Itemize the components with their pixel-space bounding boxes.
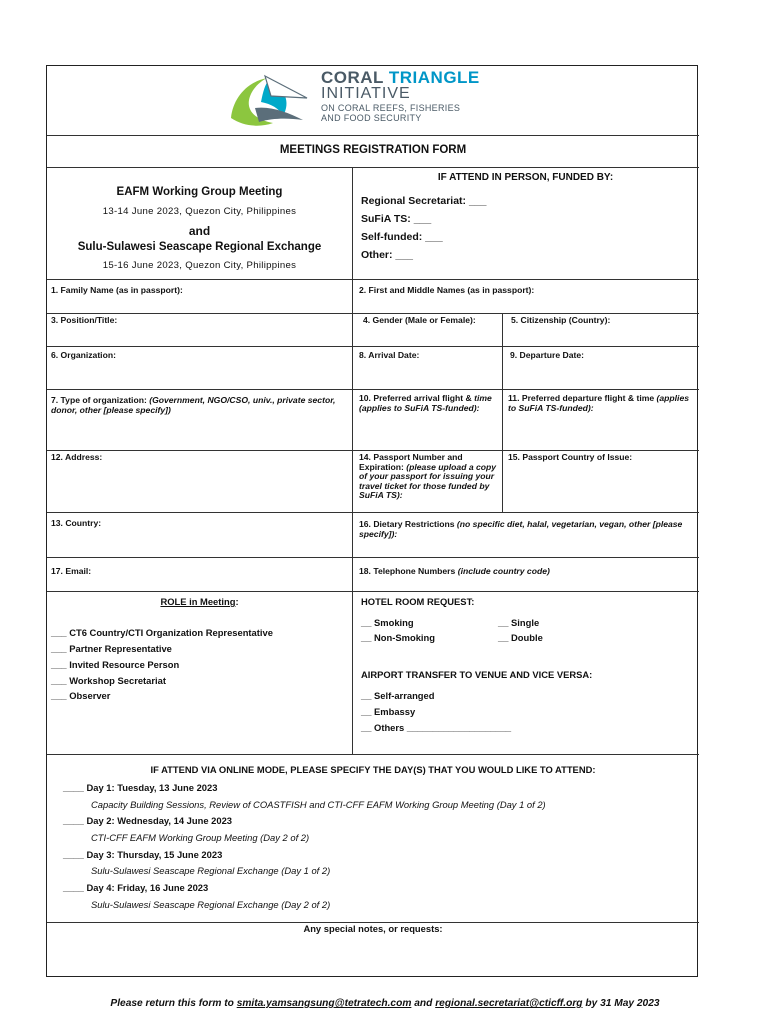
hotel-smoking[interactable]: __ Smoking [361,617,414,628]
field-dietary-label: 16. Dietary Restrictions [359,519,455,529]
field-departure-flight[interactable] [508,394,696,413]
special-notes[interactable]: Any special notes, or requests: [303,923,443,934]
online-day-1-desc: Capacity Building Sessions, Review of COASTFISH and CTI-CFF EAFM Working Group Meeting (Day 1 of 2) [91,799,546,810]
role-heading-text: ROLE in Meeting [160,596,236,607]
field-arrival-flight[interactable] [359,394,499,413]
registration-form [46,65,698,977]
field-org-type-label: 7. Type of organization: [51,395,147,405]
field-passport-country[interactable]: 15. Passport Country of Issue: [508,452,633,462]
role-option-ct6[interactable]: ___ CT6 Country/CTI Organization Representative [51,627,273,638]
field-passport-hint: (please upload a copy of your passport for issuing your travel ticket for those funded by SuFiA TS): [359,461,497,500]
footer-note [0,998,770,1009]
role-option-observer[interactable]: ___ Observer [51,690,111,701]
online-day-4-desc: Sulu-Sulawesi Seascape Regional Exchange (Day 2 of 2) [91,899,331,910]
funding-option-sufia[interactable]: SuFiA TS: ___ [361,213,432,225]
coral-triangle-logo-icon [225,68,311,130]
logo-subtitle-1: ON CORAL REEFS, FISHERIES [321,103,461,113]
role-option-resource[interactable]: ___ Invited Resource Person [51,659,180,670]
meeting-title-2: Sulu-Sulawesi Seascape Regional Exchange [77,241,322,253]
footer-pre: Please return this form to [110,998,234,1009]
field-organization[interactable]: 6. Organization: [51,350,116,360]
online-heading: IF ATTEND VIA ONLINE MODE, PLEASE SPECIFY THE DAY(S) THAT YOU WOULD LIKE TO ATTEND: [150,764,596,775]
field-position[interactable]: 3. Position/Title: [51,315,118,325]
meeting-date-2: 15-16 June 2023, Quezon City, Philippines [102,260,297,271]
field-address[interactable]: 12. Address: [51,452,103,462]
funding-option-other[interactable]: Other: ___ [361,249,413,261]
field-telephone-label: 18. Telephone Numbers [359,566,456,576]
field-departure-date[interactable]: 9. Departure Date: [510,350,585,360]
field-family-name[interactable]: 1. Family Name (as in passport): [51,285,183,295]
field-telephone-hint: (include country code) [457,566,550,576]
field-departure-flight-label: 11. Preferred departure flight & time [508,393,655,403]
field-country[interactable]: 13. Country: [51,518,102,528]
meeting-date-1: 13-14 June 2023, Quezon City, Philippines [102,206,297,217]
field-org-type[interactable] [51,396,346,415]
funding-heading: IF ATTEND IN PERSON, FUNDED BY: [437,172,614,183]
hotel-nonsmoking[interactable]: __ Non-Smoking [361,632,435,643]
field-arrival-date[interactable]: 8. Arrival Date: [359,350,420,360]
logo-triangle: TRIANGLE [388,68,480,87]
airport-embassy[interactable]: __ Embassy [361,706,416,717]
airport-others[interactable]: __ Others ____________________ [361,722,512,733]
field-first-names[interactable]: 2. First and Middle Names (as in passport): [359,285,535,295]
online-day-3-desc: Sulu-Sulawesi Seascape Regional Exchange (Day 1 of 2) [91,865,331,876]
meeting-and: and [188,224,211,238]
field-departure-flight-hint: (applies to SuFiA TS-funded): [508,393,690,413]
role-heading [47,596,352,607]
online-day-2[interactable]: ____ Day 2: Wednesday, 14 June 2023 [63,815,233,826]
field-telephone[interactable] [359,567,550,577]
logo-subtitle-2: AND FOOD SECURITY [321,113,422,123]
online-day-1[interactable]: ____ Day 1: Tuesday, 13 June 2023 [63,782,218,793]
logo-coral: CORAL [321,68,384,87]
field-arrival-flight-hint: time (applies to SuFiA TS-funded): [359,393,492,413]
field-dietary-hint: (no specific diet, halal, vegetarian, vegan, other [please specify]): [359,519,683,539]
footer-post: by 31 May 2023 [585,998,660,1009]
field-citizenship[interactable]: 5. Citizenship (Country): [511,315,611,325]
footer-email-2[interactable]: regional.secretariat@cticff.org [435,998,583,1009]
airport-self-arranged[interactable]: __ Self-arranged [361,690,435,701]
logo-initiative: INITIATIVE [321,85,411,102]
hotel-double[interactable]: __ Double [498,632,543,643]
funding-option-self[interactable]: Self-funded: ___ [361,231,443,243]
meeting-title-1: EAFM Working Group Meeting [116,186,283,198]
field-arrival-flight-label: 10. Preferred arrival flight & [359,393,472,403]
airport-heading: AIRPORT TRANSFER TO VENUE AND VICE VERSA: [361,669,593,680]
online-day-2-desc: CTI-CFF EAFM Working Group Meeting (Day 2 of 2) [91,832,310,843]
footer-mid: and [414,998,433,1009]
field-email[interactable]: 17. Email: [51,566,92,576]
role-heading-colon: : [235,596,239,607]
hotel-single[interactable]: __ Single [498,617,540,628]
field-dietary[interactable] [359,520,689,539]
coral-triangle-logo [225,68,515,132]
role-option-secretariat[interactable]: ___ Workshop Secretariat [51,675,166,686]
footer-email-1[interactable]: smita.yamsangsung@tetratech.com [236,998,412,1009]
online-day-4[interactable]: ____ Day 4: Friday, 16 June 2023 [63,882,209,893]
hotel-heading: HOTEL ROOM REQUEST: [361,596,475,607]
form-title: MEETINGS REGISTRATION FORM [279,144,467,156]
funding-option-regional[interactable]: Regional Secretariat: ___ [361,195,487,207]
online-day-3[interactable]: ____ Day 3: Thursday, 15 June 2023 [63,849,223,860]
field-passport[interactable] [359,453,499,501]
field-passport-label: 14. Passport Number and Expiration: [359,452,463,472]
field-org-type-hint: (Government, NGO/CSO, univ., private sector, donor, other [please specify]) [51,395,336,415]
field-gender[interactable]: 4. Gender (Male or Female): [363,315,476,325]
role-option-partner[interactable]: ___ Partner Representative [51,643,172,654]
